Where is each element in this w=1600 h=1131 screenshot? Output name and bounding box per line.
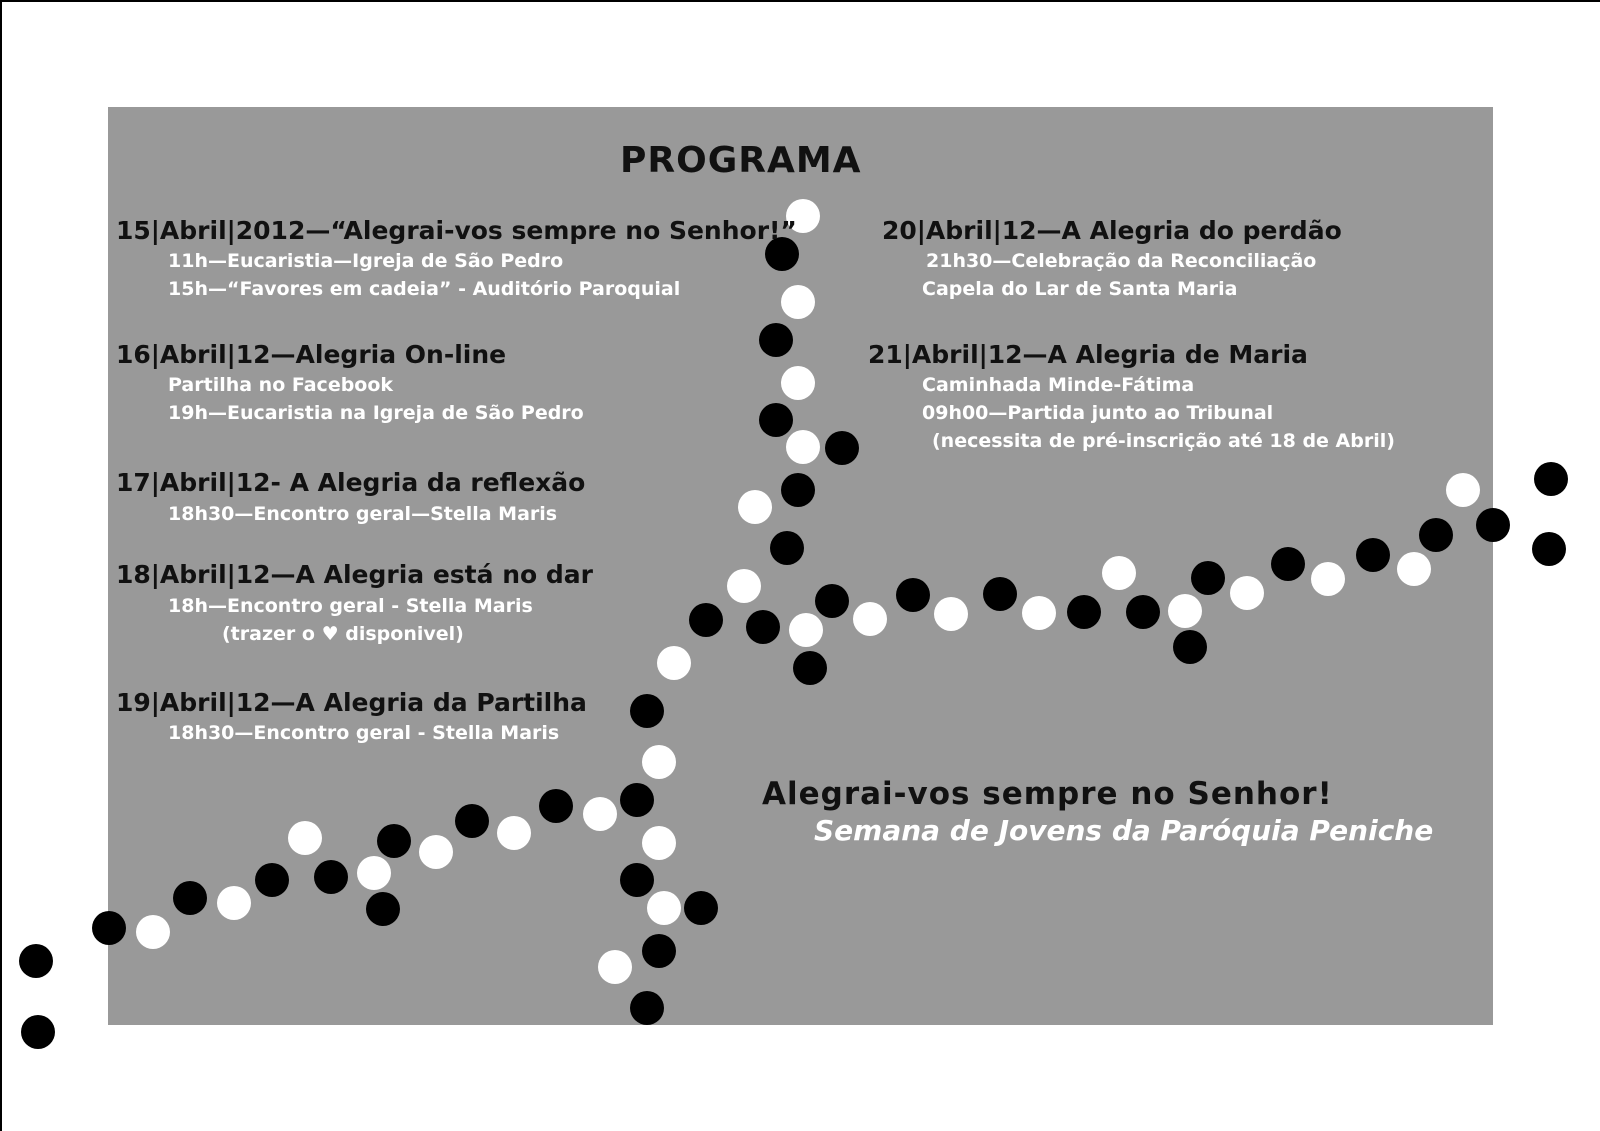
heart-icon: ♥ xyxy=(321,623,339,645)
light-dot xyxy=(781,366,815,400)
light-dot xyxy=(786,430,820,464)
day-7-item-3: (necessita de pré-inscrição até 18 de Abril) xyxy=(932,430,1395,452)
light-dot xyxy=(288,821,322,855)
dark-dot xyxy=(255,863,289,897)
light-dot xyxy=(497,816,531,850)
day-7-item-2: 09h00—Partida junto ao Tribunal xyxy=(922,402,1274,424)
dark-dot xyxy=(1067,595,1101,629)
light-dot xyxy=(657,646,691,680)
light-dot xyxy=(789,613,823,647)
dark-dot xyxy=(689,603,723,637)
day-1-item-1: 11h—Eucaristia—Igreja de São Pedro xyxy=(168,250,564,272)
dark-dot xyxy=(896,578,930,612)
light-dot xyxy=(647,891,681,925)
dark-dot xyxy=(825,431,859,465)
light-dot xyxy=(727,569,761,603)
light-dot xyxy=(1168,594,1202,628)
day-2-heading: 16|Abril|12—Alegria On-line xyxy=(116,340,507,369)
program-title: PROGRAMA xyxy=(620,140,862,181)
dark-dot xyxy=(620,783,654,817)
day-6-heading: 20|Abril|12—A Alegria do perdão xyxy=(882,216,1342,245)
day-4-note-end: disponivel) xyxy=(345,623,464,645)
dark-dot xyxy=(642,934,676,968)
dark-dot xyxy=(92,911,126,945)
light-dot xyxy=(217,886,251,920)
dark-dot xyxy=(1126,595,1160,629)
dark-dot xyxy=(781,473,815,507)
dark-dot xyxy=(366,892,400,926)
dark-dot xyxy=(21,1015,55,1049)
dark-dot xyxy=(1419,518,1453,552)
dark-dot xyxy=(620,863,654,897)
dark-dot xyxy=(983,577,1017,611)
dark-dot xyxy=(1356,538,1390,572)
dark-dot xyxy=(314,860,348,894)
light-dot xyxy=(853,602,887,636)
dark-dot xyxy=(377,824,411,858)
slogan-sub: Semana de Jovens da Paróquia Peniche xyxy=(814,814,1434,847)
day-3-item-1: 18h30—Encontro geral—Stella Maris xyxy=(168,503,558,525)
day-7-heading: 21|Abril|12—A Alegria de Maria xyxy=(868,340,1308,369)
light-dot xyxy=(642,826,676,860)
light-dot xyxy=(136,915,170,949)
light-dot xyxy=(781,285,815,319)
day-6-item-2: Capela do Lar de Santa Maria xyxy=(922,278,1238,300)
slogan-main: Alegrai-vos sempre no Senhor! xyxy=(762,776,1333,812)
light-dot xyxy=(1397,552,1431,586)
dark-dot xyxy=(1532,532,1566,566)
dark-dot xyxy=(684,891,718,925)
dark-dot xyxy=(1534,462,1568,496)
dark-dot xyxy=(793,651,827,685)
day-4-item-1: 18h—Encontro geral - Stella Maris xyxy=(168,595,533,617)
day-4-note-start: (trazer o xyxy=(222,623,315,645)
dark-dot xyxy=(759,323,793,357)
dark-dot xyxy=(759,403,793,437)
dark-dot xyxy=(173,881,207,915)
dark-dot xyxy=(539,789,573,823)
dark-dot xyxy=(770,531,804,565)
dark-dot xyxy=(1173,630,1207,664)
day-7-item-1: Caminhada Minde-Fátima xyxy=(922,374,1195,396)
day-1-item-2: 15h—“Favores em cadeia” - Auditório Paroquial xyxy=(168,278,681,300)
dark-dot xyxy=(19,944,53,978)
light-dot xyxy=(1022,596,1056,630)
dark-dot xyxy=(1191,561,1225,595)
day-5-heading: 19|Abril|12—A Alegria da Partilha xyxy=(116,688,587,717)
dark-dot xyxy=(1476,508,1510,542)
dark-dot xyxy=(630,991,664,1025)
light-dot xyxy=(583,797,617,831)
dark-dot xyxy=(630,694,664,728)
day-3-heading: 17|Abril|12- A Alegria da reflexão xyxy=(116,468,586,497)
day-4-heading: 18|Abril|12—A Alegria está no dar xyxy=(116,560,593,589)
light-dot xyxy=(1230,576,1264,610)
light-dot xyxy=(419,835,453,869)
light-dot xyxy=(1311,562,1345,596)
dark-dot xyxy=(1271,547,1305,581)
day-5-item-1: 18h30—Encontro geral - Stella Maris xyxy=(168,722,560,744)
day-6-item-1: 21h30—Celebração da Reconciliação xyxy=(926,250,1317,272)
light-dot xyxy=(738,490,772,524)
light-dot xyxy=(1102,556,1136,590)
light-dot xyxy=(357,856,391,890)
dark-dot xyxy=(455,804,489,838)
day-1-heading: 15|Abril|2012—“Alegrai-vos sempre no Senhor!” xyxy=(116,216,797,245)
light-dot xyxy=(934,597,968,631)
day-2-item-1: Partilha no Facebook xyxy=(168,374,394,396)
dark-dot xyxy=(815,584,849,618)
day-2-item-2: 19h—Eucaristia na Igreja de São Pedro xyxy=(168,402,584,424)
dark-dot xyxy=(746,610,780,644)
day-4-note xyxy=(222,623,464,645)
light-dot xyxy=(642,745,676,779)
light-dot xyxy=(1446,473,1480,507)
light-dot xyxy=(598,950,632,984)
